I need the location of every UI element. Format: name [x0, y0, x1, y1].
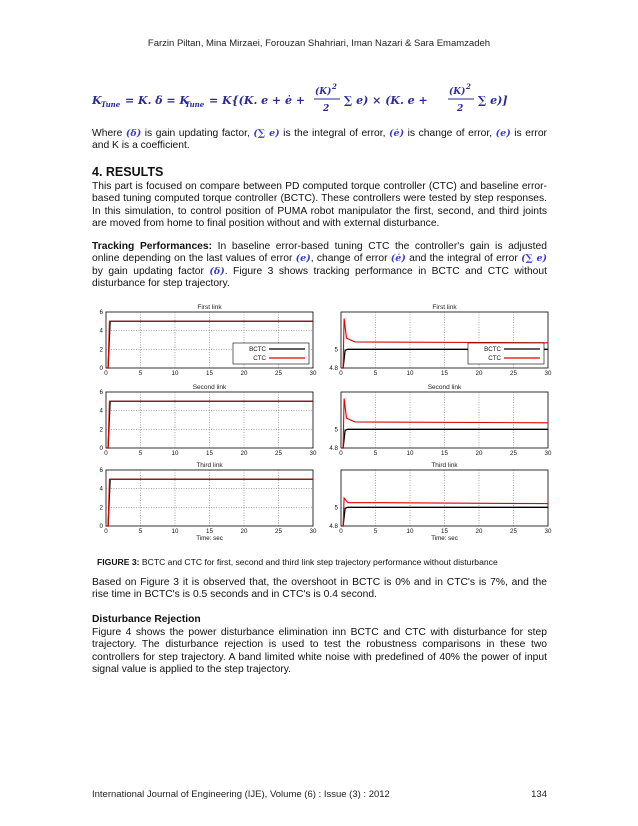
eq-end: ∑ e)]	[478, 94, 508, 107]
x-tick-label: 30	[544, 370, 552, 377]
x-tick-label: 25	[510, 370, 517, 377]
x-tick-label: 25	[275, 370, 282, 377]
x-tick-label: 15	[441, 528, 448, 535]
x-tick-label: 25	[275, 528, 282, 535]
legend-label-bctc: BCTC	[249, 346, 266, 353]
x-axis-label: Time: sec	[196, 535, 223, 542]
y-tick-label: 5	[334, 426, 338, 434]
x-tick-label: 20	[240, 450, 248, 457]
x-tick-label: 30	[309, 450, 317, 457]
y-tick-label: 4.8	[329, 365, 338, 372]
plot-title: Third link	[431, 462, 458, 469]
eq-lhs-sub: Tune	[101, 100, 121, 109]
plot-title: First link	[197, 304, 222, 311]
eq-frac2-den: 2	[457, 104, 464, 114]
x-tick-label: 30	[544, 528, 552, 535]
plot-title: Third link	[196, 462, 223, 469]
x-tick-label: 20	[240, 370, 248, 377]
sym-delta: (δ)	[125, 128, 142, 139]
running-header: Farzin Piltan, Mina Mirzaei, Forouzan Shahriari, Iman Nazari & Sara Emamzadeh	[147, 38, 491, 49]
x-tick-label: 10	[171, 450, 179, 457]
y-tick-label: 0	[99, 523, 103, 530]
tracking-paragraph: Tracking Performances: In baseline error-based tuning CTC the controller's gain is adjusted online depending on the last values of error (e), change of error (ė) and the integral of error (∑ e) by gain updating factor (δ). Figure 3 shows tracking performance in BCTC and CTC without disturbance for step trajectory.	[92, 241, 548, 290]
x-tick-label: 10	[406, 450, 414, 457]
x-tick-label: 0	[104, 528, 108, 535]
y-tick-label: 4	[99, 485, 103, 493]
x-tick-label: 20	[475, 528, 483, 535]
sym-sum-e: (∑ e)	[253, 128, 280, 139]
x-tick-label: 15	[206, 528, 213, 535]
x-tick-label: 30	[309, 528, 317, 535]
legend-label-ctc: CTC	[253, 355, 266, 362]
plot-title: Second link	[192, 384, 227, 391]
eq-sub2: Tune	[185, 100, 205, 109]
disturbance-title: Disturbance Rejection	[92, 614, 201, 625]
x-tick-label: 5	[138, 528, 143, 535]
y-tick-label: 5	[334, 346, 338, 354]
y-tick-label: 2	[99, 346, 103, 354]
caption-label: FIGURE 3:	[97, 557, 140, 567]
x-tick-label: 20	[240, 528, 248, 535]
figure-caption	[97, 557, 547, 567]
x-tick-label: 25	[510, 528, 517, 535]
eq-sum: ∑ e) × (K. e +	[344, 94, 428, 107]
ktune-equation	[92, 80, 552, 120]
y-tick-label: 2	[99, 504, 103, 512]
legend-box	[233, 343, 309, 364]
x-tick-label: 0	[104, 370, 108, 377]
eq-lhs: K	[92, 94, 102, 107]
y-tick-label: 5	[334, 504, 338, 512]
x-tick-label: 5	[138, 450, 143, 457]
x-tick-label: 10	[406, 370, 414, 377]
x-tick-label: 25	[510, 450, 517, 457]
x-tick-label: 10	[171, 528, 179, 535]
x-tick-label: 0	[339, 528, 343, 535]
sym-edot: (ė)	[389, 128, 405, 139]
y-tick-label: 4	[99, 327, 103, 335]
observed-paragraph: Based on Figure 3 it is observed that, the overshoot in BCTC is 0% and in CTC's is 7%, and the rise time in BCTC's is 0.5 seconds and in CTC's is 0.4 second.	[92, 577, 547, 601]
y-tick-label: 0	[99, 365, 103, 372]
x-tick-label: 10	[406, 528, 414, 535]
eq-frac-den: 2	[323, 104, 330, 114]
x-tick-label: 20	[475, 370, 483, 377]
x-tick-label: 5	[138, 370, 143, 377]
y-tick-label: 4	[99, 407, 103, 415]
eq-part2: = K{(K. e + ė +	[209, 94, 306, 107]
results-paragraph: This part is focused on compare between PD computed torque controller (CTC) and baseline error-based tuning computed torque controller (BCTC). These controllers were tested by step responses. In this simulation, to control position of PUMA robot manipulator the first, second, and third joints are moved from home to final position without and with external disturbance.	[92, 181, 547, 230]
x-tick-label: 0	[339, 450, 343, 457]
eq-frac-sup: 2	[332, 82, 337, 91]
x-tick-label: 20	[475, 450, 483, 457]
disturbance-paragraph: Figure 4 shows the power disturbance elimination inn BCTC and CTC with disturbance for step trajectory. The disturbance rejection is used to test the robustness comparisons in these two controllers for step trajectory. A band limited white noise with predefined of 40% the power of input signal value is applied to the step trajectory.	[92, 627, 547, 676]
equation-svg	[92, 80, 552, 120]
y-tick-label: 6	[99, 467, 103, 474]
y-tick-label: 0	[99, 445, 103, 452]
page-footer	[92, 789, 547, 800]
x-tick-label: 30	[309, 370, 317, 377]
y-tick-label: 2	[99, 426, 103, 434]
x-tick-label: 5	[373, 528, 378, 535]
y-tick-label: 4.8	[329, 445, 338, 452]
figure-3	[82, 298, 552, 548]
x-tick-label: 0	[339, 370, 343, 377]
x-tick-label: 10	[171, 370, 179, 377]
x-tick-label: 30	[544, 450, 552, 457]
x-tick-label: 15	[441, 370, 448, 377]
eq-frac2-num: (K)	[449, 87, 466, 97]
caption-text: BCTC and CTC for first, second and third link step trajectory performance without disturbance	[139, 557, 498, 567]
legend-label-bctc: BCTC	[484, 346, 501, 353]
eq-part1: = K. δ = K	[125, 94, 190, 107]
footer-journal: International Journal of Engineering (IJE), Volume (6) : Issue (3) : 2012	[92, 789, 390, 800]
sym-e: (e)	[495, 128, 511, 139]
legend-box	[468, 343, 544, 364]
x-tick-label: 5	[373, 450, 378, 457]
x-tick-label: 5	[373, 370, 378, 377]
x-tick-label: 0	[104, 450, 108, 457]
x-tick-label: 15	[441, 450, 448, 457]
figure-3-svg	[82, 298, 552, 548]
x-tick-label: 15	[206, 450, 213, 457]
x-tick-label: 25	[275, 450, 282, 457]
eq-frac2-sup: 2	[466, 82, 471, 91]
y-tick-label: 6	[99, 309, 103, 316]
where-paragraph: Where (δ) is gain updating factor, (∑ e) is the integral of error, (ė) is change of error, (e) is error and K is a coefficient.	[92, 128, 547, 152]
page-number: 134	[531, 789, 547, 800]
y-tick-label: 6	[99, 389, 103, 396]
tracking-title: Tracking Performances:	[92, 241, 213, 252]
legend-label-ctc: CTC	[488, 355, 501, 362]
section-title: 4. RESULTS	[92, 165, 164, 179]
plot-title: Second link	[427, 384, 462, 391]
y-tick-label: 4.8	[329, 523, 338, 530]
plot-title: First link	[432, 304, 457, 311]
x-axis-label: Time: sec	[431, 535, 458, 542]
eq-frac-num: (K)	[315, 87, 332, 97]
x-tick-label: 15	[206, 370, 213, 377]
